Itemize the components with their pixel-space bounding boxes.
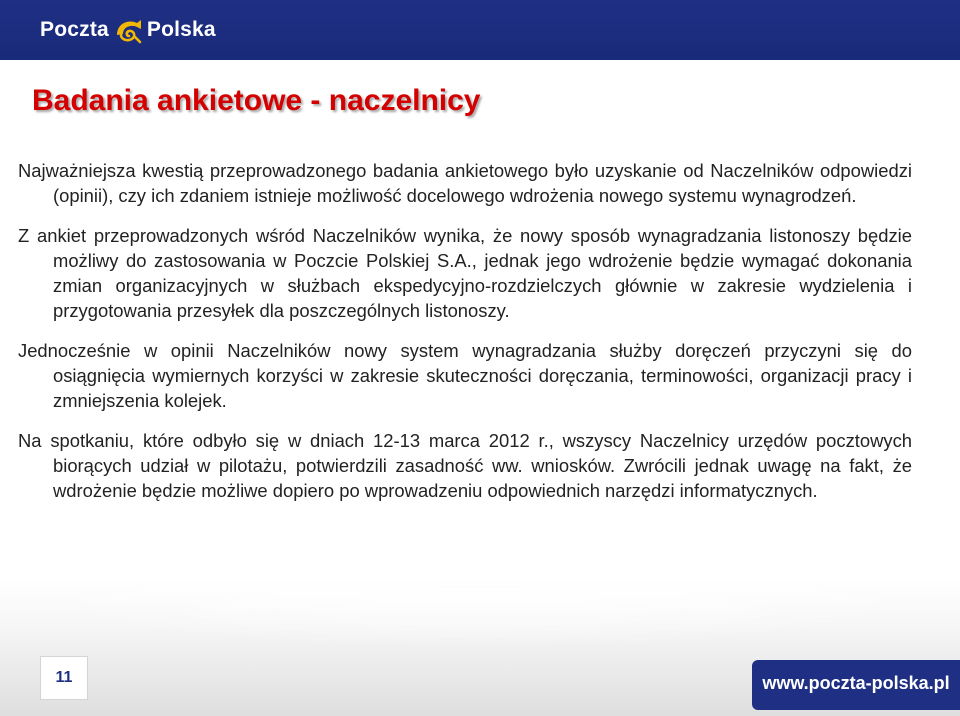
page-number: 11 — [40, 656, 88, 700]
poczta-polska-logo — [40, 10, 216, 50]
header-bar — [0, 0, 960, 60]
slide-body — [18, 158, 912, 518]
paragraph: Najważniejsza kwestią przeprowadzonego badania ankietowego było uzyskanie od Naczelników odpowiedzi (opinii), czy ich zdaniem istnieje możliwość docelowego wdrożenia nowego systemu wynagrodzeń. — [18, 160, 912, 206]
post-horn-icon — [115, 15, 143, 45]
slide-title: Badania ankietowe - naczelnicy — [32, 84, 481, 117]
logo-word-left: Poczta — [40, 18, 109, 41]
paragraph: Na spotkaniu, które odbyło się w dniach 12-13 marca 2012 r., wszyscy Naczelnicy urzędów pocztowych biorących udział w pilotażu, potwierdzili zasadność ww. wniosków. Zwrócili jednak uwagę na fakt, że wdrożenie będzie możliwe dopiero po wprowadzeniu odpowiednich narzędzi informatycznych. — [18, 430, 912, 501]
footer-url-bar — [752, 660, 960, 710]
paragraph: Z ankiet przeprowadzonych wśród Naczelników wynika, że nowy sposób wynagradzania listonoszy będzie możliwy do zastosowania w Poczcie Polskiej S.A., jednak jego wdrożenie będzie wymagać dokonania zmian organizacyjnych w służbach ekspedycyjno-rozdzielczych głównie w zakresie wydzielenia i przygotowania przesyłek dla poszczególnych listonoszy. — [18, 225, 912, 321]
footer-url: www.poczta-polska.pl — [762, 673, 950, 693]
paragraph: Jednocześnie w opinii Naczelników nowy system wynagradzania służby doręczeń przyczyni się do osiągnięcia wymiernych korzyści w zakresie skuteczności doręczania, terminowości, organizacji pracy i zmniejszenia kolejek. — [18, 340, 912, 411]
logo-word-right: Polska — [146, 18, 216, 41]
